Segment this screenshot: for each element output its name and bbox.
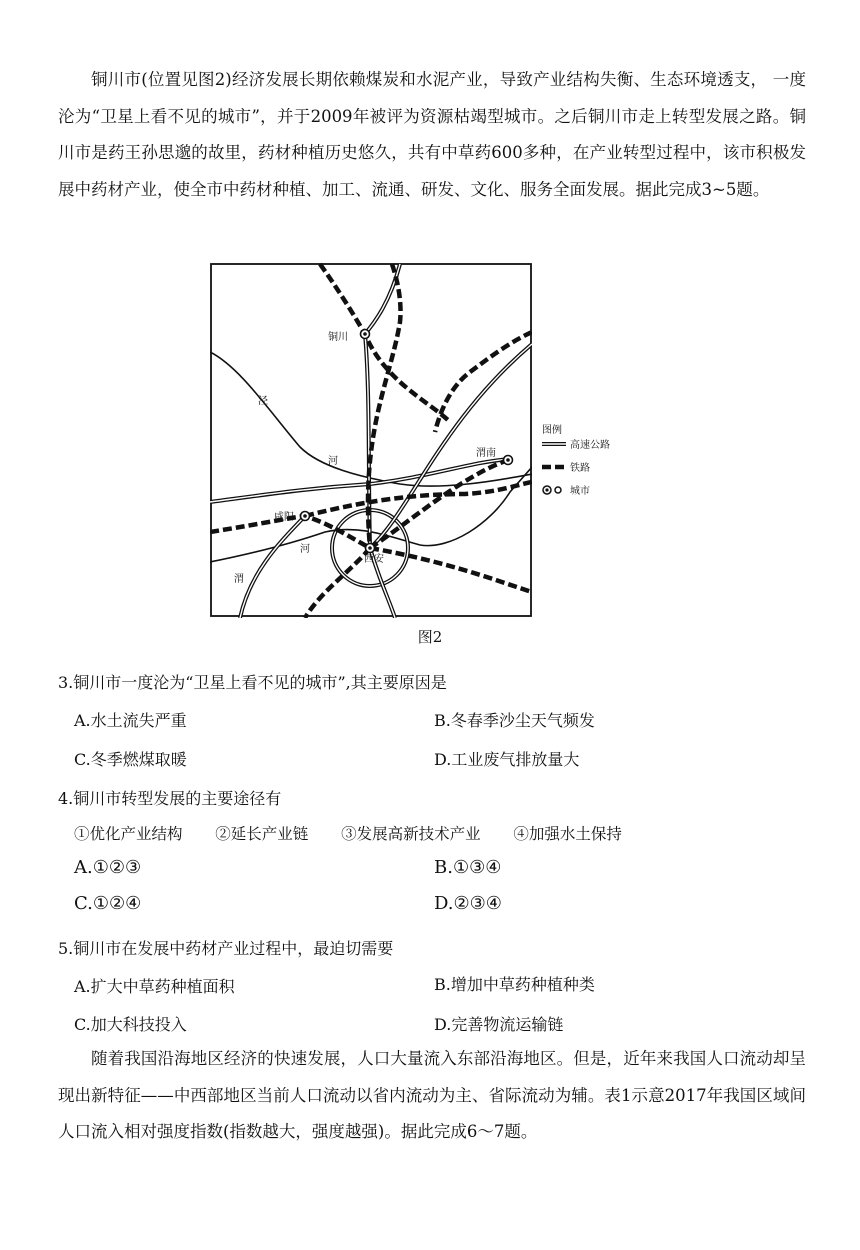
question-5-option-b: B.增加中草药种植种类 [434,975,595,994]
question-3-stem: 3.铜川市一度沦为“卫星上看不见的城市”,其主要原因是 [58,673,447,692]
label-tongchuan: 铜川 [328,332,348,343]
intro-paragraph: 铜川市(位置见图2)经济发展长期依赖煤炭和水泥产业，导致产业结构失衡、生态环境透支， 一度沦为“卫星上看不见的城市”，并于2009年被评为资源枯竭型城市。之后铜川市走上转型发展之路。铜川市是药王孙思邈的故里，药材种植历史悠久，共有中草药600多种，在产业转型过程中，该市积极发展中药材产业，使全市中药材种植、加工、流通、研发、文化、服务全面发展。据此完成3~5题。 [58,70,806,199]
figure-caption: 图2 [417,628,443,646]
question-5-option-d: D.完善物流运输链 [434,1015,564,1034]
label-weinan: 渭南 [476,448,496,459]
label-wei-river-2: 河 [300,544,310,555]
legend-highway: 高速公路 [570,440,610,451]
label-jing-river-1: 泾 [258,396,268,407]
question-4-choice-2: ②延长产业链 [215,825,309,843]
map-legend [542,423,610,497]
question-4-choice-1: ①优化产业结构 [74,825,183,843]
legend-title: 图例 [542,425,562,436]
question-4-stem: 4.铜川市转型发展的主要途径有 [58,789,282,808]
label-wei-river-1: 渭 [234,574,244,585]
question-5-option-c: C.加大科技投入 [74,1015,187,1034]
question-4-choice-3: ③发展高新技术产业 [341,825,481,843]
map-figure [210,262,630,618]
question-3-option-d: D.工业废气排放量大 [434,750,580,769]
jing-river [210,352,532,486]
label-xian: 西安 [364,554,384,565]
question-3-option-a: A.水土流失严重 [74,711,187,730]
closing-paragraph: 随着我国沿海地区经济的快速发展，人口大量流入东部沿海地区。但是，近年来我国人口流动却呈现出新特征——中西部地区当前人口流动以省内流动为主、省际流动为辅。表1示意2017年我国区域间人口流入相对强度指数(指数越大，强度越强)。据此完成6～7题。 [58,1049,806,1141]
question-5-option-a: A.扩大中草药种植面积 [74,977,235,996]
legend-railway: 铁路 [570,463,590,474]
legend-city: 城市 [570,486,590,497]
question-4-option-a: A.①②③ [74,857,142,878]
question-5-stem: 5.铜川市在发展中药材产业过程中，最迫切需要 [58,939,394,958]
question-3-option-b: B.冬春季沙尘天气频发 [434,711,595,730]
question-4-choice-4: ④加强水土保持 [513,825,622,843]
question-4-choices [74,822,622,844]
question-4-option-d: D.②③④ [434,893,502,914]
question-4-option-c: C.①②④ [74,893,142,914]
question-3-option-c: C.冬季燃煤取暖 [74,750,187,769]
label-jing-river-2: 河 [328,456,338,467]
question-4-option-b: B.①③④ [434,857,502,878]
label-xianyang: 咸阳 [274,512,294,523]
